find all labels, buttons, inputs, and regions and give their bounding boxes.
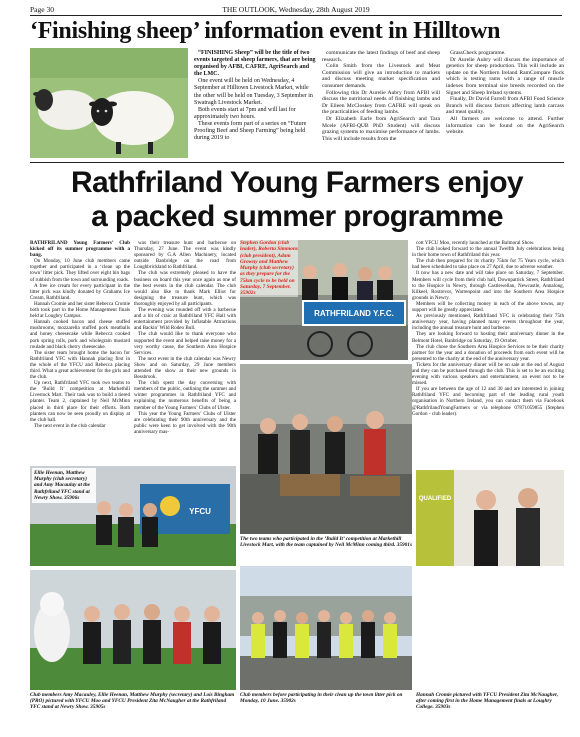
paragraph: Tickets for the anniversary dinner will be on sale at the end of August and they can be purchased through the club. This is set to be an exciting evening with various speakers and entertainment, an event not to be missed.	[412, 361, 564, 387]
paragraph: communicate the latest findings of beef and sheep research.	[322, 50, 440, 63]
page-number: Page 30	[30, 5, 54, 14]
article2-headline	[30, 166, 564, 234]
hannah-photo	[416, 470, 564, 566]
article1-column-1	[194, 50, 316, 142]
paragraph: GrassCheck programme.	[450, 50, 506, 56]
paragraph: Hannah Cromie and her sister Rebecca Cromie both took part in the Home Management finals held at Loughry Campus.	[30, 300, 130, 320]
paragraph: RATHFRILAND Young Farmers’ Club kicked off its summer programme with a bang.	[30, 240, 130, 259]
headline-line: a packed summer programme	[91, 200, 503, 233]
paragraph: cott YFCU Moo, recently launched at the Balmoral Show.	[416, 240, 535, 246]
paragraph: On Monday, 10 June club members came together and participated in a ‘clean up the town’ litter pick. They lifted over eight bin bags of rubbish from the town and surrounding roads.	[30, 258, 130, 283]
paragraph: Following this Dr Aurelie Aubry from AFBI will discuss the nutritional needs of finishing lambs and Dr Eileen McCloskey from CAFRE will speak on the practicalities of feeding lambs.	[322, 89, 440, 116]
publication-line: THE OUTLOOK, Wednesday, 28th August 2019	[222, 5, 370, 14]
article1-column-3	[446, 50, 564, 136]
paragraph: The club then prepared for its charity 75km for 75 Years cycle, which had been scheduled to take place on 27 April, due to adverse weather.	[412, 258, 564, 271]
banner-text: RATHFRILAND Y.F.C.	[314, 309, 394, 318]
newry-show-caption: Ellie Heenan, Matthew Murphy (club secretary) and Amy Macaulay at the Rathfriland YFC stand at Newry Show. 35906s	[32, 468, 96, 503]
moo-group-caption: Club members Amy Macauley, Ellie Heenan, Matthew Murphy (secretary) and Lois Bingham (PRO) pictured with YFCU Moo and YFCU President Zita McNaugher at the Rathfriland YFC stand at Newry Show. 35905s	[30, 692, 235, 711]
paragraph: The evening was rounded off with a barbecue and a bit of craic at Rathfriland YFC Hall with entertainment provided by Inflatable Attractions and Backin’ Wild Rodeo Bull.	[134, 307, 236, 332]
article2-column-2	[134, 240, 236, 435]
article1-column-2	[322, 50, 440, 142]
litter-pick-photo	[240, 566, 412, 690]
litter-pick-caption: Club members before participating in their clean up the town litter pick on Monday, 10 June. 35902s	[240, 692, 403, 705]
page-header	[30, 4, 562, 16]
paragraph: The next event in the club calendar was Newry Show and on Saturday, 29 June members attended the show at their new grounds in Bessbrook.	[134, 355, 236, 381]
hannah-caption: Hannah Cromie pictured with YFCU President Zita McNaugher, after coming first in the Home Management finals at Loughry College. 35903s	[416, 692, 559, 711]
paragraph: Colin Smith from the Livestock and Meat Commission will give an introduction to markets and discuss meeting market specification and consumer demands.	[322, 63, 440, 89]
paragraph: This year the Young Farmers’ Clubs of Ulster are celebrating their 90th anniversary and the public were keen to get involved with the 90th anniversary mas-	[134, 410, 236, 435]
paragraph: Both events start at 7pm and will last for approximately two hours.	[194, 106, 296, 120]
paragraph: The club was extremely pleased to have the business on board this year once again as one of the best events in the club calendar. The club would also like to thank Mark Elliot for designing the treasure hunt, which was thoroughly enjoyed by all participants.	[134, 270, 236, 307]
paragraph: The club looked forward to the annual Twelfth July celebrations being in their home town of Rathfriland this year.	[412, 246, 564, 259]
cyclists-caption: Stephen Gordon (club leader), Roberta Simmons (club president), Adam Growny and Matthew Murphy (club secretary) as they prepare for the 75km cycle to be held on Saturday, 7 September. 35902s	[240, 240, 298, 297]
paragraph: The club would like to thank everyone who supported the event and helped raise money for a very worthy cause, the Southern Area Hospice Services.	[134, 331, 236, 356]
paragraph: They are looking forward to hosting their anniversary dinner in the Belmont Hotel, Banbridge on Saturday, 19 October.	[412, 331, 564, 344]
certificate-text: QUALIFIED	[418, 496, 452, 502]
sheep-photo	[30, 48, 188, 158]
article2-column-1	[30, 240, 130, 429]
build-it-caption: The two teams who participated in the ‘Build It’ competition at Markethill Livestock Mart, with the team captained by Neil McMinn coming third. 35901s	[240, 536, 413, 549]
build-it-photo	[240, 364, 412, 534]
paragraph: If you are between the age of 12 and 30 and are interested in joining Rathfriland YFC and becoming part of the leading rural youth organisation in Northern Ireland, you can contact them via Facebook @RathfrilandYoungFarmers or via telephone 07871059855 (Stephen Gordon - club leader).	[412, 386, 564, 417]
paragraph: was their treasure hunt and barbecue on Thursday, 27 June. The event was kindly sponsored by G.A Allen Machinery, located outside Banbridge on the road from Loughbrickland to Rathfriland.	[134, 240, 236, 271]
paragraph: Up next, Rathfriland YFC took two teams to the ‘Build It’ competition at Markethill Livestock Mart. Their task was to build a tiered planter. Team 2, captained by Neil McMinn placed in third place for their efforts. Both planters can now be seen proudly on display at the club hall.	[30, 380, 130, 423]
paragraph: “FINISHING Sheep” will be the title of two events targeted at sheep farmers, that are being organised by AFBI, CAFRE, AgriSearch and the LMC.	[194, 50, 316, 78]
headline-line: Rathfriland Young Farmers enjoy	[70, 166, 524, 199]
moo-group-photo	[30, 570, 236, 690]
paragraph: Members will be collecting money in each of the above towns, any support will be greatly appreciated.	[412, 300, 564, 314]
paragraph: Hannah cooked bacon and cheese stuffed mushrooms, mozzarella stuffed pork meatballs and honey cheesecake while Rebecca cooked pork spring rolls, pork and wholegrain mustard roulade and black cherry cheesecake.	[30, 319, 130, 350]
paragraph: Dr Aurelie Aubry will discuss the importance of genetics for sheep production. This will include an update on the Northern Ireland RamCompare flock which is testing rams with a range of muscle indexes from terminal sire breeds recorded on the Signet and Sheep Ireland systems.	[446, 56, 564, 96]
paragraph: One event will be held on Wednesday, 4 September at Hilltown Livestock Market, while the other will be held on Tuesday, 3 September in Swatragh Livestock Market.	[194, 78, 313, 106]
article1-headline: ‘Finishing sheep’ information event in Hilltown	[30, 18, 501, 44]
paragraph: The sister team brought home the bacon for Rathfriland YFC with Hannah placing first in the whole of the YFCU and Rebecca placing third. What a great achievement for the girls and the club.	[30, 349, 130, 381]
paragraph: The next event in the club calendar	[34, 422, 106, 429]
paragraph: A free ice cream for every participant in the litter pick was kindly donated by Grahams Ice Cream, Rathfriland.	[30, 282, 130, 301]
paragraph: These events form part of a series on “Future Proofing Beef and Sheep Farming” being held during 2019 to	[194, 120, 307, 142]
paragraph: As previously mentioned, Rathfriland YFC is celebrating their 75th anniversary year, having planned many events throughout the year, including the annual treasure hunt and barbecue.	[412, 313, 564, 332]
paragraph: Finally, Dr David Farrell from AFBI Food Science Branch will discuss factors affecting lamb carcass and meat quality.	[446, 96, 564, 116]
paragraph: Dr Elizabeth Earle from AgriSearch and Tara Mcele (AFBI-QUB PhD Student) will discuss grazing systems to maximise performance of lambs. This will include results from the	[322, 115, 440, 142]
paragraph: The club chose the Southern Area Hospice Services to be their charity partner for the year and a donation of proceeds from each event will be presented to the charity at the end of the anniversary year.	[412, 343, 564, 362]
badge-text: YFCU	[189, 507, 211, 516]
paragraph: The club spent the day conversing with members of the public, outlining the summer and winter programmes in Rathfriland YFC and explaining the numerous benefits of being a member of the Young Farmers’ Clubs of Ulster.	[134, 380, 236, 411]
paragraph: It now has a new date and will take place on Saturday, 7 September. Members will cycle from their club hall, Downpatrick Street, Rathfriland to the Hospice in Newry, through Castlewellan, Newcastle, Annalong, Kilkeel, Rostrevor, Warrenpoint and into the Southern Area Hospice grounds in Newry.	[412, 270, 564, 301]
section-divider	[30, 162, 564, 163]
paragraph: All farmers are welcome to attend. Further information can be found on the AgriSearch website.	[446, 115, 564, 136]
article2-column-4	[412, 240, 564, 417]
